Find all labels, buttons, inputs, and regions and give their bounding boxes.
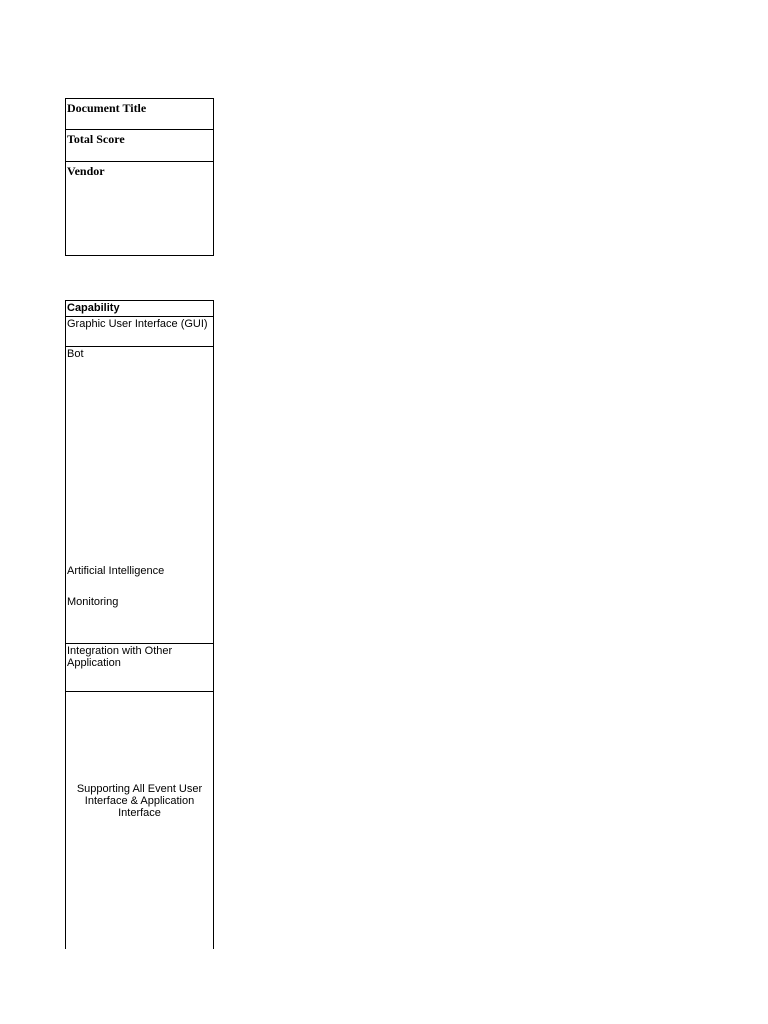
bot-label: Bot [67,348,84,360]
gui-cell: Graphic User Interface (GUI) [66,317,213,347]
vendor-cell: Vendor [67,164,105,178]
capability-header-cell: Capability [66,301,213,317]
artificial-intelligence-label: Artificial Intelligence [67,565,165,577]
monitoring-label: Monitoring [67,596,119,608]
document-info-table [65,98,214,256]
supporting-label: Supporting All Event User Interface & Application Interface [76,782,203,819]
total-score-cell: Total Score [66,130,213,162]
supporting-cell [66,692,213,949]
document-title-cell: Document Title [66,99,213,130]
capability-table [65,300,214,949]
integration-cell: Integration with Other Application [66,644,213,692]
bot-group-cell [66,347,213,644]
